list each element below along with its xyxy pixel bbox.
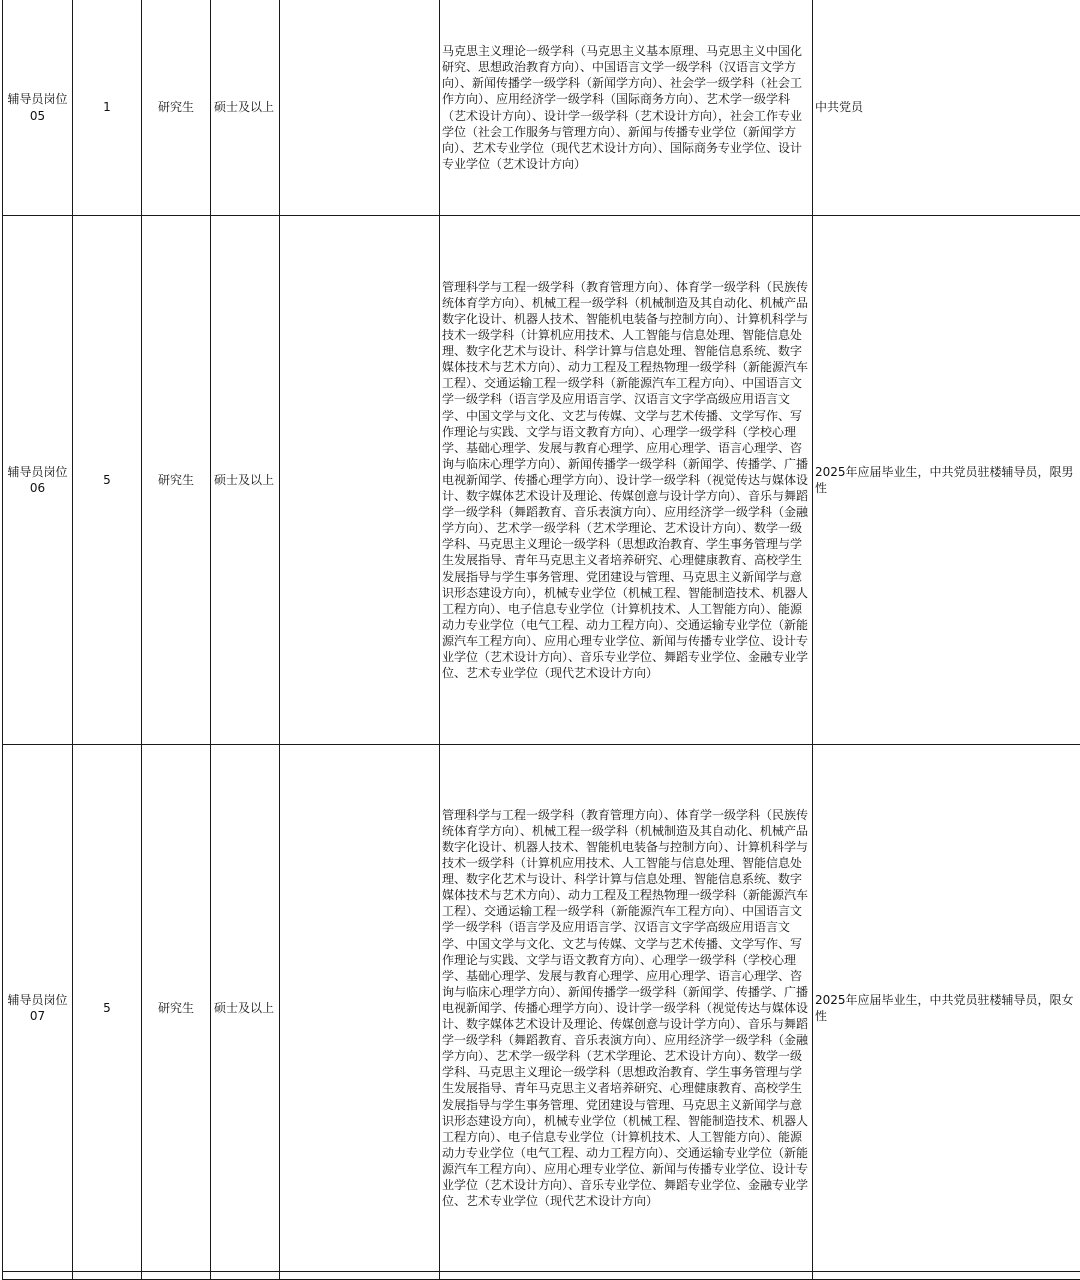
table-row: [3, 745, 1080, 1272]
headcount-cell: 5: [73, 216, 142, 745]
degree-cell: 硕士及以上: [211, 216, 280, 745]
education-cell: 研究生: [142, 745, 211, 1272]
degree-cell: 硕士及以上: [211, 745, 280, 1272]
major-requirements-cell: [440, 745, 813, 1272]
post-name-cell: 辅导员岗位06: [3, 216, 73, 745]
major-requirements-cell: [440, 216, 813, 745]
post-name-cell: 辅导员岗位05: [3, 0, 73, 216]
post-name-cell: 辅导员岗位07: [3, 745, 73, 1272]
degree-cell: 硕士及以上: [211, 0, 280, 216]
table-row: [3, 0, 1080, 216]
education-cell: 研究生: [142, 216, 211, 745]
remarks-cell: 2025年应届毕业生，中共党员驻楼辅导员，限男性: [813, 216, 1080, 745]
major-requirements-text: 管理科学与工程一级学科（教育管理方向）、体育学一级学科（民族传统体育学方向）、机械工程一级学科（机械制造及其自动化、机械产品数字化设计、机器人技术、智能机电装备与控制方向）、计算机科学与技术一级学科（计算机应用技术、人工智能与信息处理、智能信息处理、数字化艺术与设计、科学计算与信息处理、智能信息系统、数字媒体技术与艺术方向）、动力工程及工程热物理一级学科（新能源汽车工程）、交通运输工程一级学科（新能源汽车工程方向）、中国语言文学一级学科（语言学及应用语言学、汉语言文字学高级应用语言文学、中国文学与文化、文艺与传媒、文学与艺术传播、文学写作、写作理论与实践、文学与语文教育方向）、心理学一级学科（学校心理学、基础心理学、发展与教育心理学、应用心理学、语言心理学、咨询与临床心理学方向）、新闻传播学一级学科（新闻学、传播学、广播电视新闻学、传播心理学方向）、设计学一级学科（视觉传达与媒体设计、数字媒体艺术设计及理论、传媒创意与设计学方向）、音乐与舞蹈学一级学科（舞蹈教育、音乐表演方向）、应用经济学一级学科（金融学方向）、艺术学一级学科（艺术学理论、艺术设计方向）、数学一级学科、马克思主义理论一级学科（思想政治教育、学生事务管理与学生发展指导、青年马克思主义者培养研究、心理健康教育、高校学生发展指导与学生事务管理、党团建设与管理、马克思主义新闻学与意识形态建设方向），机械专业学位（机械工程、智能制造技术、机器人工程方向）、电子信息专业学位（计算机技术、人工智能方向）、能源动力专业学位（电气工程、动力工程方向）、交通运输专业学位（新能源汽车工程方向）、应用心理专业学位、新闻与传播专业学位、设计专业学位（艺术设计方向）、音乐专业学位、舞蹈专业学位、金融专业学位、艺术专业学位（现代艺术设计方向）: [442, 807, 811, 1209]
empty-cell: [280, 0, 440, 216]
empty-cell: [280, 216, 440, 745]
major-requirements-cell: [440, 0, 813, 216]
remarks-cell: 中共党员: [813, 0, 1080, 216]
major-requirements-text: 管理科学与工程一级学科（教育管理方向）、体育学一级学科（民族传统体育学方向）、机械工程一级学科（机械制造及其自动化、机械产品数字化设计、机器人技术、智能机电装备与控制方向）、计算机科学与技术一级学科（计算机应用技术、人工智能与信息处理、智能信息处理、数字化艺术与设计、科学计算与信息处理、智能信息系统、数字媒体技术与艺术方向）、动力工程及工程热物理一级学科（新能源汽车工程）、交通运输工程一级学科（新能源汽车工程方向）、中国语言文学一级学科（语言学及应用语言学、汉语言文字学高级应用语言文学、中国文学与文化、文艺与传媒、文学与艺术传播、文学写作、写作理论与实践、文学与语文教育方向）、心理学一级学科（学校心理学、基础心理学、发展与教育心理学、应用心理学、语言心理学、咨询与临床心理学方向）、新闻传播学一级学科（新闻学、传播学、广播电视新闻学、传播心理学方向）、设计学一级学科（视觉传达与媒体设计、数字媒体艺术设计及理论、传媒创意与设计学方向）、音乐与舞蹈学一级学科（舞蹈教育、音乐表演方向）、应用经济学一级学科（金融学方向）、艺术学一级学科（艺术学理论、艺术设计方向）、数学一级学科、马克思主义理论一级学科（思想政治教育、学生事务管理与学生发展指导、青年马克思主义者培养研究、心理健康教育、高校学生发展指导与学生事务管理、党团建设与管理、马克思主义新闻学与意识形态建设方向），机械专业学位（机械工程、智能制造技术、机器人工程方向）、电子信息专业学位（计算机技术、人工智能方向）、能源动力专业学位（电气工程、动力工程方向）、交通运输专业学位（新能源汽车工程方向）、应用心理专业学位、新闻与传播专业学位、设计专业学位（艺术设计方向）、音乐专业学位、舞蹈专业学位、金融专业学位、艺术专业学位（现代艺术设计方向）: [442, 279, 811, 681]
education-cell: 研究生: [142, 0, 211, 216]
headcount-cell: 5: [73, 745, 142, 1272]
major-requirements-text: 马克思主义理论一级学科（马克思主义基本原理、马克思主义中国化研究、思想政治教育方向）、中国语言文学一级学科（汉语言文学方向）、新闻传播学一级学科（新闻学方向）、社会学一级学科（社会工作方向）、应用经济学一级学科（国际商务方向）、艺术学一级学科（艺术设计方向）、设计学一级学科（艺术设计方向），社会工作专业学位（社会工作服务与管理方向）、新闻与传播专业学位（新闻学方向）、艺术专业学位（现代艺术设计方向）、国际商务专业学位、设计专业学位（艺术设计方向）: [442, 43, 811, 172]
headcount-cell: 1: [73, 0, 142, 216]
empty-cell: [280, 745, 440, 1272]
recruitment-table: [2, 0, 1080, 1280]
remarks-cell: 2025年应届毕业生，中共党员驻楼辅导员，限女性: [813, 745, 1080, 1272]
table-row: [3, 216, 1080, 745]
